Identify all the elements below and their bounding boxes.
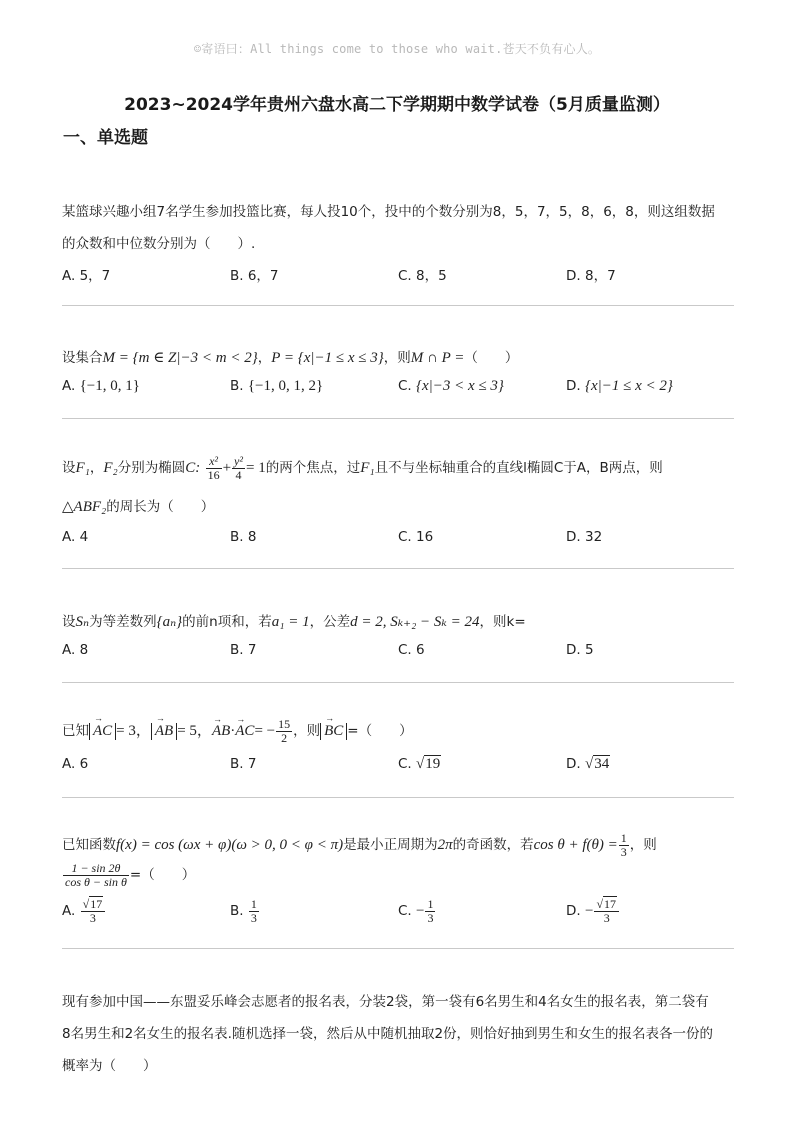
minus-sign: − [584,903,594,920]
section-heading: 一、单选题 [63,128,148,148]
option-b[interactable]: B. 7 [230,756,257,772]
abs-value [151,723,177,740]
question-text [62,862,195,888]
question-text: 现有参加中国——东盟妥乐峰会志愿者的报名表，分装2袋，第一袋有6名男生和4名女生的报名表，第二袋有 [62,994,709,1010]
sqrt: √17 [596,897,617,911]
question-text: 8名男生和2名女生的报名表.随机选择一袋，然后从中随机抽取2份，则恰好抽到男生和女生的报名表各一份的 [62,1026,714,1042]
vector-ab: → AB [155,723,173,740]
option-label: C. [398,903,417,920]
minus-sign: − [416,903,425,920]
fraction [81,898,106,924]
radicand: 34 [594,756,610,772]
denominator: 4 [235,467,242,482]
fraction [425,898,435,924]
math-f1: F₁ [75,460,90,477]
math-equals: = 5， [177,723,212,740]
option-label: D. [566,378,585,394]
option-d[interactable]: D. 8，7 [566,268,616,284]
option-label: B. [230,903,248,920]
fraction [619,832,629,858]
option-a[interactable]: A. 6 [62,756,89,772]
option-label: A. [62,903,80,920]
text: 设 [62,460,76,477]
option-value: {x|−1 ≤ x < 2} [584,378,673,394]
question-text [62,718,413,744]
option-label: B. [230,378,248,394]
option-label: D. [566,903,585,920]
vector-bc: → BC [324,723,343,740]
text: 已知 [62,723,89,740]
math-an: {aₙ} [156,614,183,630]
question-text [62,832,657,858]
denominator: 3 [620,844,627,859]
option-a[interactable]: A. 4 [62,529,89,545]
math-ellipse-name: C: [185,460,201,477]
denominator: 3 [427,910,434,925]
radicand: 17 [90,897,103,911]
option-c[interactable]: C. 16 [398,529,434,545]
vector-ac: → AC [235,723,254,740]
fraction [276,718,292,744]
math-f1: F₁ [360,460,375,477]
denominator: 3 [250,910,257,925]
text: ，则 [383,350,411,366]
text: =（ ） [129,867,196,884]
math-f2: F₂ [103,460,118,477]
fraction-y [232,455,245,481]
text: 是最小正周期为 [343,837,438,854]
text: 设 [62,614,76,630]
divider [62,948,734,949]
text: 已知函数 [62,837,116,854]
option-label: C. [398,378,417,394]
option-d[interactable]: D. 5 [566,642,594,658]
divider [62,305,734,306]
text: ， [89,460,104,477]
math-sn: Sₙ [75,614,90,630]
denominator: cos θ − sin θ [65,874,127,889]
text: ，则 [293,723,321,740]
radicand: 19 [425,756,441,772]
vector-ac: → AC [93,723,112,740]
math-function: f(x) = cos (ωx + φ)(ω > 0, 0 < φ < π) [116,837,344,854]
text: 的两个焦点，过 [265,460,361,477]
numerator: 1 [620,831,627,845]
numerator: 15 [278,717,291,731]
option-b[interactable] [230,378,323,395]
option-a[interactable]: A. 8 [62,642,89,658]
numerator: x² [206,455,222,469]
option-b[interactable] [230,898,260,924]
option-c[interactable] [398,898,436,924]
math-equals: = − [254,723,276,740]
option-d[interactable]: D. 32 [566,529,603,545]
math-dot: · [230,723,236,740]
text: ，公差 [309,614,351,630]
math-plus: + [222,460,232,477]
text: 的奇函数，若 [452,837,534,854]
math-set-m: M = {m ∈ Z|−3 < m < 2} [102,350,258,366]
text: 设集合 [62,350,103,366]
option-value: {−1, 0, 1, 2} [247,378,324,394]
option-value: {x|−3 < x ≤ 3} [416,378,504,394]
math-period: 2π [437,837,453,854]
question-text: 的众数和中位数分别为（ ）. [62,236,256,252]
sqrt: √19 [416,756,441,772]
question-text [62,455,663,481]
vector-ab: → AB [212,723,230,740]
math-condition: d = 2, Sₖ₊₂ − Sₖ = 24 [350,614,480,630]
option-c[interactable]: C. 6 [398,642,425,658]
option-c[interactable] [398,756,441,773]
divider [62,418,734,419]
text: （ ） [464,350,519,366]
option-label: A. [62,378,80,394]
option-d[interactable] [566,756,610,773]
text: ， [257,350,272,366]
divider [62,568,734,569]
option-b[interactable]: B. 6，7 [230,268,279,284]
text: =（ ） [347,723,413,740]
option-a[interactable] [62,378,140,395]
divider [62,682,734,683]
divider [62,797,734,798]
abs-value [89,723,116,740]
fraction [249,898,259,924]
text: 且不与坐标轴重合的直线l椭圆C于A，B两点，则 [374,460,663,477]
fraction-x [206,455,222,481]
math-equals: = 1 [245,460,266,477]
exam-title: 2023~2024学年贵州六盘水高二下学期期中数学试卷（5月质量监测） [124,95,670,115]
text: 的周长为（ ） [106,499,215,515]
question-text [62,346,518,367]
question-text: 某篮球兴趣小组7名学生参加投篮比赛，每人投10个，投中的个数分别为8，5，7，5，8，6，8，则这组数据 [62,204,715,220]
option-b[interactable]: B. 7 [230,642,257,658]
text: ，则k= [479,614,526,630]
radicand: 17 [604,897,617,911]
denominator: 3 [603,910,610,925]
option-c[interactable] [398,378,504,395]
numerator [81,898,106,912]
option-c[interactable]: C. 8，5 [398,268,447,284]
option-d[interactable] [566,898,620,924]
option-label: C. [398,756,417,772]
question-text: 概率为（ ） [62,1058,157,1074]
numerator: 1 [250,897,257,911]
numerator: 1 [427,897,434,911]
math-expr: M ∩ P = [410,350,465,366]
text: ，则 [629,837,657,854]
numerator: y² [234,454,243,468]
question-text [62,495,214,516]
math-condition: cos θ + f(θ) = [533,837,618,854]
numerator: 1 − sin 2θ [63,862,129,876]
fraction [594,898,619,924]
text: 为等差数列 [89,614,157,630]
numerator [594,898,619,912]
denominator: 16 [207,467,220,482]
question-text [62,610,526,631]
option-label: D. [566,756,585,772]
math-a1: a₁ = 1 [271,614,310,630]
motto-watermark: ☺寄语曰：All things come to those who wait.苍天不负有心人。 [193,42,601,56]
sqrt: √17 [82,897,103,911]
denominator: 2 [281,730,288,745]
fraction-expression [63,862,129,888]
math-equals: = 3， [116,723,151,740]
text: 的前n项和，若 [182,614,272,630]
option-value: {−1, 0, 1} [79,378,140,394]
abs-value [320,723,347,740]
option-a[interactable] [62,898,106,924]
sqrt: √34 [584,756,610,772]
option-a[interactable]: A. 5，7 [62,268,111,284]
math-set-p: P = {x|−1 ≤ x ≤ 3} [271,350,384,366]
denominator: 3 [89,910,96,925]
option-b[interactable]: B. 8 [230,529,257,545]
text: 分别为椭圆 [117,460,186,477]
option-d[interactable] [566,378,673,395]
math-triangle: △ABF₂ [62,499,107,515]
